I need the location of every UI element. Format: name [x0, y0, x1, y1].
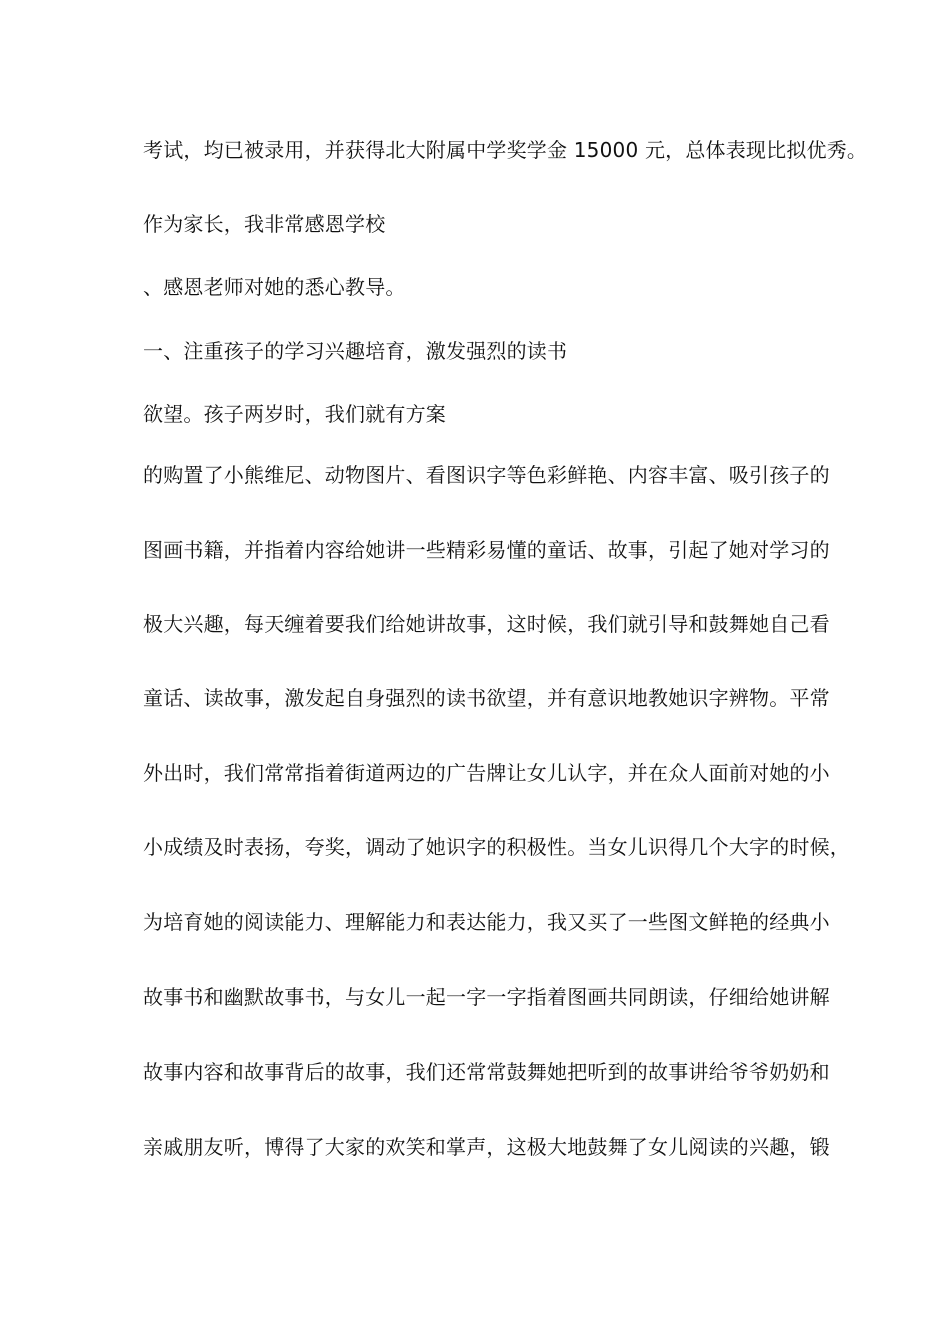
text-line-15: 亲戚朋友听，博得了大家的欢笑和掌声，这极大地鼓舞了女儿阅读的兴趣，锻 — [143, 1135, 830, 1159]
text-line-10: 外出时，我们常常指着街道两边的广告牌让女儿认字，并在众人面前对她的小 — [143, 761, 830, 785]
text-line-6: 的购置了小熊维尼、动物图片、看图识字等色彩鲜艳、内容丰富、吸引孩子的 — [143, 463, 830, 487]
text-line-3: 、感恩老师对她的悉心教导。 — [143, 275, 406, 299]
section-heading: 一、注重孩子的学习兴趣培育，激发强烈的读书 — [143, 339, 568, 363]
text-line-8: 极大兴趣，每天缠着要我们给她讲故事，这时候，我们就引导和鼓舞她自己看 — [143, 612, 830, 636]
text-line-1: 考试，均已被录用，并获得北大附属中学奖学金 15000 元，总体表现比拟优秀。 — [143, 138, 868, 162]
text-line-7: 图画书籍，并指着内容给她讲一些精彩易懂的童话、故事，引起了她对学习的 — [143, 538, 830, 562]
text-line-5: 欲望。孩子两岁时，我们就有方案 — [143, 402, 446, 426]
text-line-11: 小成绩及时表扬，夸奖，调动了她识字的积极性。当女儿识得几个大字的时候， — [143, 835, 850, 859]
text-line-13: 故事书和幽默故事书，与女儿一起一字一字指着图画共同朗读，仔细给她讲解 — [143, 985, 830, 1009]
text-line-12: 为培育她的阅读能力、理解能力和表达能力，我又买了一些图文鲜艳的经典小 — [143, 910, 830, 934]
text-line-14: 故事内容和故事背后的故事，我们还常常鼓舞她把听到的故事讲给爷爷奶奶和 — [143, 1060, 830, 1084]
text-line-2: 作为家长，我非常感恩学校 — [143, 212, 386, 236]
text-line-9: 童话、读故事，激发起自身强烈的读书欲望，并有意识地教她识字辨物。平常 — [143, 686, 830, 710]
